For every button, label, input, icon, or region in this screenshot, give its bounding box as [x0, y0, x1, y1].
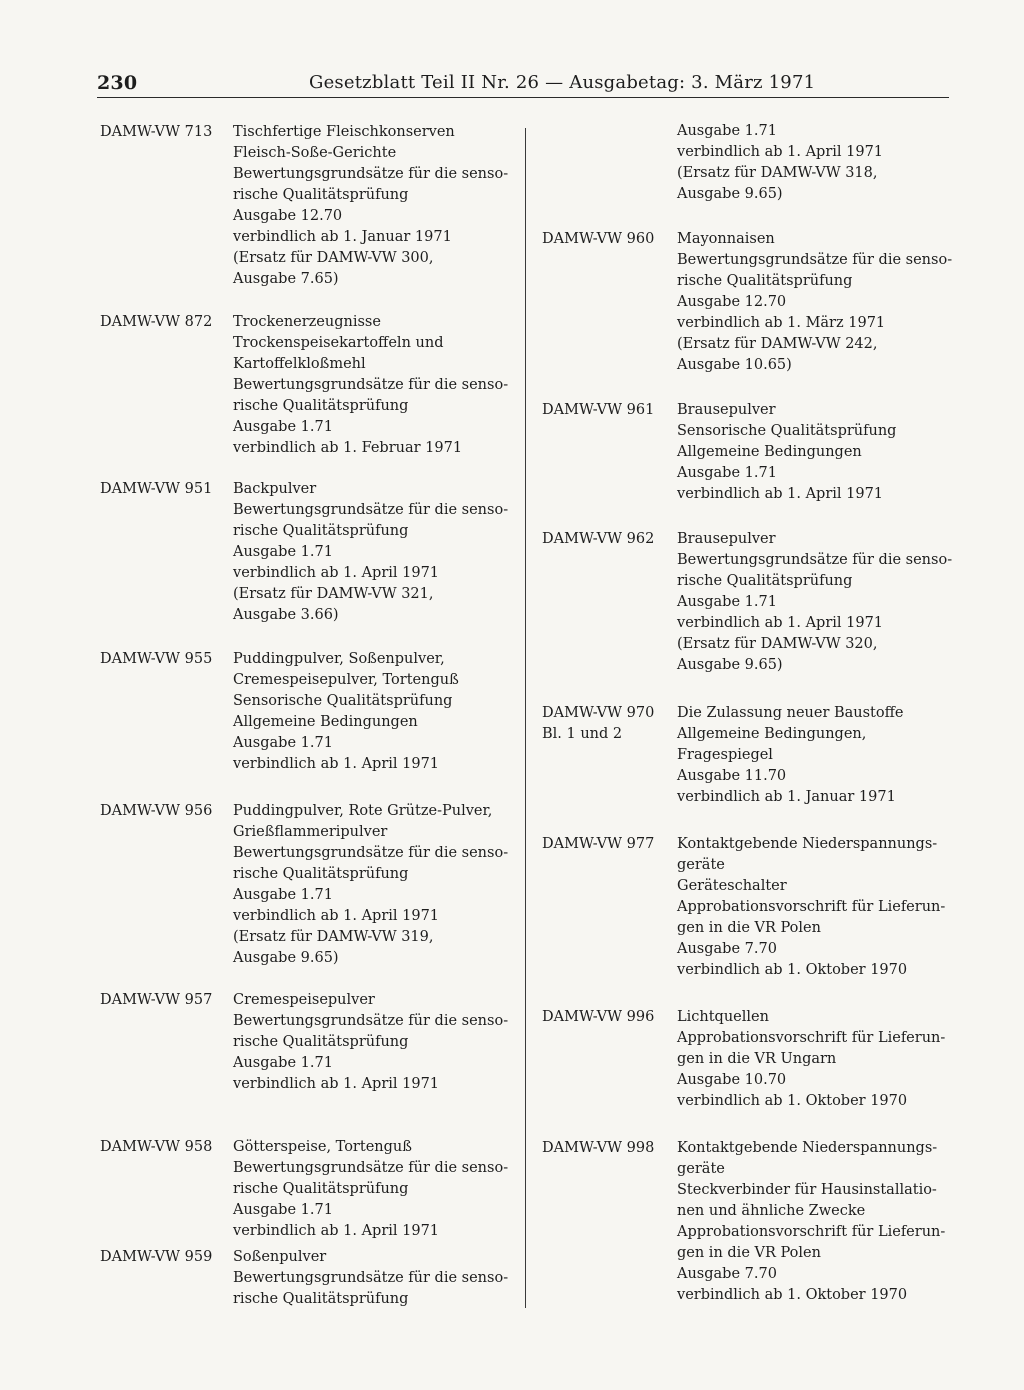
- entry-code-line: DAMW-VW 951: [100, 481, 213, 497]
- entry-description: [233, 801, 508, 969]
- header-rule: [97, 97, 949, 98]
- entry-code: [100, 312, 212, 333]
- entry-line: Cremespeisepulver, Tortenguß: [233, 672, 459, 688]
- entry-code: [100, 1247, 212, 1268]
- page-number: 230: [97, 72, 138, 94]
- entry-code: [542, 834, 654, 855]
- entry-code-line: DAMW-VW 962: [542, 531, 655, 547]
- entry-line: Approbationsvorschrift für Lieferun-: [677, 899, 946, 915]
- entry-code: [100, 1137, 212, 1158]
- entry-code-line: DAMW-VW 958: [100, 1139, 213, 1155]
- entry-code: [542, 400, 654, 421]
- entry-code-line: DAMW-VW 955: [100, 651, 213, 667]
- entry-description: [233, 990, 508, 1095]
- entry-line: Lichtquellen: [677, 1009, 769, 1025]
- entry-line: Ausgabe 1.71: [233, 735, 333, 751]
- entry-line: Ausgabe 10.65): [677, 357, 792, 373]
- entry-line: rische Qualitätsprüfung: [233, 398, 409, 414]
- entry-line: Bewertungsgrundsätze für die senso-: [677, 552, 953, 568]
- entry-description: [677, 834, 945, 981]
- entry-line: Ausgabe 7.70: [677, 941, 777, 957]
- entry-line: geräte: [677, 857, 725, 873]
- entry-line: Puddingpulver, Rote Grütze-Pulver,: [233, 803, 493, 819]
- entry-line: Ausgabe 9.65): [677, 657, 783, 673]
- entry-line: Kontaktgebende Niederspannungs-: [677, 836, 938, 852]
- entry-line: rische Qualitätsprüfung: [233, 866, 409, 882]
- entry-line: Götterspeise, Tortenguß: [233, 1139, 412, 1155]
- entry-description: [677, 1138, 945, 1306]
- entry-line: Trockenspeisekartoffeln und: [233, 335, 444, 351]
- entry-line: Ausgabe 1.71: [233, 887, 333, 903]
- entry-line: verbindlich ab 1. März 1971: [677, 315, 886, 331]
- entry-code: [542, 229, 654, 250]
- entry-line: Bewertungsgrundsätze für die senso-: [233, 1160, 509, 1176]
- entry-line: Cremespeisepulver: [233, 992, 375, 1008]
- entry-line: Ausgabe 9.65): [233, 950, 339, 966]
- entry-line: Ausgabe 11.70: [677, 768, 787, 784]
- entry-line: Allgemeine Bedingungen,: [677, 726, 867, 742]
- entry-line: Approbationsvorschrift für Lieferun-: [677, 1224, 946, 1240]
- entry-code: [542, 703, 654, 745]
- entry-line: Bewertungsgrundsätze für die senso-: [233, 502, 509, 518]
- column-divider: [525, 128, 526, 1308]
- entry-line: Kartoffelkloßmehl: [233, 356, 366, 372]
- entry-code: [542, 1138, 654, 1159]
- entry-description: [677, 229, 952, 376]
- entry-line: verbindlich ab 1. Oktober 1970: [677, 1287, 908, 1303]
- entry-code-line: DAMW-VW 961: [542, 402, 655, 418]
- entry-description: [677, 529, 952, 676]
- entry-line: Puddingpulver, Soßenpulver,: [233, 651, 445, 667]
- entry-line: Ausgabe 1.71: [677, 594, 777, 610]
- entry-description: [233, 649, 459, 775]
- entry-code-line: DAMW-VW 956: [100, 803, 213, 819]
- entry-line: Die Zulassung neuer Baustoffe: [677, 705, 904, 721]
- entry-description: [233, 479, 508, 626]
- entry-line: Ausgabe 1.71: [233, 544, 333, 560]
- entry-code-line: DAMW-VW 713: [100, 124, 213, 140]
- entry-code-line: DAMW-VW 960: [542, 231, 655, 247]
- entry-line: rische Qualitätsprüfung: [233, 187, 409, 203]
- entry-line: gen in die VR Polen: [677, 1245, 821, 1261]
- entry-line: (Ersatz für DAMW-VW 319,: [233, 929, 434, 945]
- entry-description: [677, 121, 883, 205]
- entry-line: Bewertungsgrundsätze für die senso-: [233, 1013, 509, 1029]
- entry-line: Sensorische Qualitätsprüfung: [677, 423, 897, 439]
- entry-line: Fleisch-Soße-Gerichte: [233, 145, 397, 161]
- entry-code-line: DAMW-VW 996: [542, 1009, 655, 1025]
- entry-line: Sensorische Qualitätsprüfung: [233, 693, 453, 709]
- entry-line: gen in die VR Ungarn: [677, 1051, 837, 1067]
- entry-line: Brausepulver: [677, 402, 776, 418]
- entry-line: Bewertungsgrundsätze für die senso-: [233, 377, 509, 393]
- entry-line: Backpulver: [233, 481, 317, 497]
- entry-line: Allgemeine Bedingungen: [677, 444, 862, 460]
- entry-line: verbindlich ab 1. April 1971: [677, 615, 884, 631]
- entry-code: [100, 990, 212, 1011]
- entry-line: Soßenpulver: [233, 1249, 327, 1265]
- entry-description: [233, 122, 508, 290]
- entry-code: [100, 479, 212, 500]
- entry-line: Fragespiegel: [677, 747, 773, 763]
- entry-line: Bewertungsgrundsätze für die senso-: [233, 1270, 509, 1286]
- entry-line: verbindlich ab 1. April 1971: [233, 1223, 440, 1239]
- entry-line: verbindlich ab 1. April 1971: [233, 908, 440, 924]
- entry-code: [100, 801, 212, 822]
- entry-code-line: Bl. 1 und 2: [542, 726, 623, 742]
- entry-line: Tischfertige Fleischkonserven: [233, 124, 455, 140]
- entry-line: Ausgabe 12.70: [677, 294, 787, 310]
- entry-description: [677, 703, 904, 808]
- entry-line: Ausgabe 9.65): [677, 186, 783, 202]
- entry-line: Mayonnaisen: [677, 231, 775, 247]
- entry-line: Steckverbinder für Hausinstallatio-: [677, 1182, 937, 1198]
- entry-line: rische Qualitätsprüfung: [677, 573, 853, 589]
- entry-description: [233, 1247, 508, 1310]
- entry-line: rische Qualitätsprüfung: [233, 1034, 409, 1050]
- entry-line: verbindlich ab 1. Januar 1971: [233, 229, 452, 245]
- entry-line: verbindlich ab 1. April 1971: [233, 756, 440, 772]
- entry-line: verbindlich ab 1. April 1971: [233, 565, 440, 581]
- entry-line: Geräteschalter: [677, 878, 787, 894]
- entry-line: Bewertungsgrundsätze für die senso-: [233, 845, 509, 861]
- entry-line: Ausgabe 1.71: [677, 465, 777, 481]
- entry-code-line: DAMW-VW 977: [542, 836, 655, 852]
- entry-line: rische Qualitätsprüfung: [233, 1291, 409, 1307]
- entry-line: Bewertungsgrundsätze für die senso-: [233, 166, 509, 182]
- entry-line: verbindlich ab 1. April 1971: [233, 1076, 440, 1092]
- entry-line: verbindlich ab 1. Oktober 1970: [677, 962, 908, 978]
- entry-line: Ausgabe 3.66): [233, 607, 339, 623]
- entry-description: [677, 1007, 945, 1112]
- entry-line: Allgemeine Bedingungen: [233, 714, 418, 730]
- entry-line: Grießflammeripulver: [233, 824, 388, 840]
- entry-line: Ausgabe 1.71: [233, 1202, 333, 1218]
- entry-description: [677, 400, 896, 505]
- entry-code-line: DAMW-VW 998: [542, 1140, 655, 1156]
- entry-code: [100, 122, 212, 143]
- entry-line: Ausgabe 7.65): [233, 271, 339, 287]
- entry-line: (Ersatz für DAMW-VW 321,: [233, 586, 434, 602]
- entry-line: verbindlich ab 1. April 1971: [677, 486, 884, 502]
- entry-line: Ausgabe 1.71: [233, 1055, 333, 1071]
- entry-line: rische Qualitätsprüfung: [677, 273, 853, 289]
- entry-code-line: DAMW-VW 959: [100, 1249, 213, 1265]
- entry-code-line: DAMW-VW 872: [100, 314, 213, 330]
- entry-line: rische Qualitätsprüfung: [233, 523, 409, 539]
- entry-line: (Ersatz für DAMW-VW 300,: [233, 250, 434, 266]
- entry-code-line: DAMW-VW 970: [542, 705, 655, 721]
- entry-line: Brausepulver: [677, 531, 776, 547]
- entry-line: Bewertungsgrundsätze für die senso-: [677, 252, 953, 268]
- entry-line: nen und ähnliche Zwecke: [677, 1203, 866, 1219]
- entry-line: verbindlich ab 1. Januar 1971: [677, 789, 896, 805]
- entry-line: verbindlich ab 1. Februar 1971: [233, 440, 463, 456]
- entry-line: verbindlich ab 1. April 1971: [677, 144, 884, 160]
- entry-description: [233, 1137, 508, 1242]
- entry-code: [100, 649, 212, 670]
- entry-line: gen in die VR Polen: [677, 920, 821, 936]
- entry-line: Ausgabe 1.71: [677, 123, 777, 139]
- entry-line: Trockenerzeugnisse: [233, 314, 381, 330]
- header-title: Gesetzblatt Teil II Nr. 26 — Ausgabetag: 3. März 1971: [309, 72, 816, 93]
- entry-line: geräte: [677, 1161, 725, 1177]
- entry-line: Ausgabe 7.70: [677, 1266, 777, 1282]
- entry-line: Ausgabe 12.70: [233, 208, 343, 224]
- entry-line: rische Qualitätsprüfung: [233, 1181, 409, 1197]
- entry-line: verbindlich ab 1. Oktober 1970: [677, 1093, 908, 1109]
- page-header: [97, 70, 947, 98]
- entry-line: (Ersatz für DAMW-VW 318,: [677, 165, 878, 181]
- entry-line: Ausgabe 10.70: [677, 1072, 787, 1088]
- entry-line: (Ersatz für DAMW-VW 242,: [677, 336, 878, 352]
- entry-line: Ausgabe 1.71: [233, 419, 333, 435]
- entry-code-line: DAMW-VW 957: [100, 992, 213, 1008]
- entry-line: (Ersatz für DAMW-VW 320,: [677, 636, 878, 652]
- entry-code: [542, 529, 654, 550]
- entry-line: Approbationsvorschrift für Lieferun-: [677, 1030, 946, 1046]
- entry-code: [542, 1007, 654, 1028]
- entry-description: [233, 312, 508, 459]
- entry-line: Kontaktgebende Niederspannungs-: [677, 1140, 938, 1156]
